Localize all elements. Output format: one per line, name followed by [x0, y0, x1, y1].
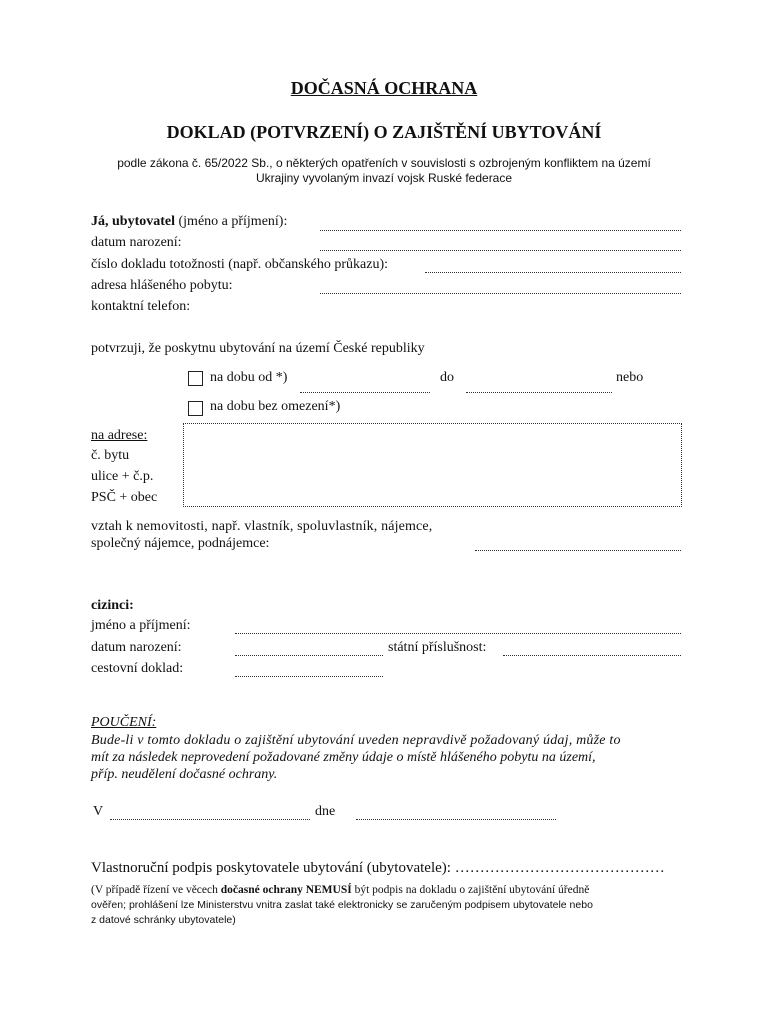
period-unlimited-label: na dobu bez omezení*)	[210, 399, 341, 414]
travel-doc-field[interactable]	[235, 676, 383, 677]
notice-line2: mít za následek neprovedení požadované změny údaje o místě hlášeného pobytu na území,	[91, 750, 596, 765]
footnote-line3: z datové schránky ubytovatele)	[91, 914, 236, 926]
document-subtitle-heading: DOKLAD (POTVRZENÍ) O ZAJIŠTĚNÍ UBYTOVÁNÍ	[166, 122, 602, 142]
foreigners-heading: cizinci:	[91, 598, 134, 613]
period-unlimited-checkbox[interactable]	[188, 401, 203, 416]
period-from-label: na dobu od *)	[210, 370, 288, 385]
notice-line3: příp. neudělení dočasné ochrany.	[91, 767, 278, 782]
place-label: V	[93, 804, 104, 819]
relation-line2: společný nájemce, podnájemce:	[91, 536, 270, 551]
signature-dots: ……………………………………	[454, 860, 665, 876]
period-to-label: do	[440, 370, 454, 385]
footnote-line2: ověřen; prohlášení lze Ministerstvu vnitra zaslat také elektronicky se zaručeným podpisem ubytovatele nebo	[91, 899, 593, 911]
notice-line1: Bude-li v tomto dokladu o zajištění ubytování uveden nepravdivě požadovaný údaj, může to	[91, 733, 621, 748]
foreigner-birth-field[interactable]	[235, 655, 383, 656]
place-field[interactable]	[110, 819, 310, 820]
provider-name-field[interactable]	[320, 230, 681, 231]
provider-address-field[interactable]	[320, 293, 681, 294]
footnote-part1: (V případě řízení ve věcech	[91, 884, 221, 896]
provider-id-field[interactable]	[425, 272, 681, 273]
provider-phone-label: kontaktní telefon:	[91, 299, 191, 314]
foreigner-name-field[interactable]	[235, 633, 681, 634]
postcode-city-label: PSČ + obec	[91, 490, 158, 505]
citizenship-field[interactable]	[503, 655, 681, 656]
signature-label	[91, 860, 665, 877]
provider-id-label: číslo dokladu totožnosti (např. občanského průkazu):	[91, 257, 389, 272]
relation-line1: vztah k nemovitosti, např. vlastník, spoluvlastník, nájemce,	[91, 519, 433, 534]
foreigner-birth-label: datum narození:	[91, 640, 182, 655]
confirm-text: potvrzuji, že poskytnu ubytování na území České republiky	[91, 341, 425, 356]
address-input-box[interactable]	[183, 423, 682, 507]
provider-name-label	[91, 214, 287, 230]
provider-birth-field[interactable]	[320, 250, 681, 251]
period-from-checkbox[interactable]	[188, 371, 203, 386]
legal-basis-line2: Ukrajiny vyvolaným invazí vojsk Ruské federace	[255, 171, 513, 185]
address-heading: na adrese:	[91, 428, 148, 443]
notice-heading: POUČENÍ:	[91, 715, 157, 730]
flat-number-label: č. bytu	[91, 448, 130, 463]
date-label: dne	[315, 804, 336, 819]
provider-birth-label: datum narození:	[91, 235, 182, 250]
period-to-field[interactable]	[466, 392, 612, 393]
footnote-part3: být podpis na dokladu o zajištění ubytování úředně	[351, 884, 590, 896]
relation-field[interactable]	[475, 550, 681, 551]
date-field[interactable]	[356, 819, 556, 820]
document-title: DOČASNÁ OCHRANA	[290, 78, 478, 98]
legal-basis-line1: podle zákona č. 65/2022 Sb., o některých opatřeních v souvislosti s ozbrojeným konfliktem na území	[117, 156, 651, 170]
citizenship-label: státní příslušnost:	[388, 640, 487, 655]
street-label: ulice + č.p.	[91, 469, 154, 484]
provider-label-rest: (jméno a příjmení):	[175, 214, 288, 229]
provider-address-label: adresa hlášeného pobytu:	[91, 278, 233, 293]
footnote-bold: dočasné ochrany NEMUSÍ	[220, 884, 352, 896]
signature-label-text: Vlastnoruční podpis poskytovatele ubytování (ubytovatele):	[91, 860, 451, 876]
foreigner-name-label: jméno a příjmení:	[91, 618, 191, 633]
period-or-label: nebo	[616, 370, 644, 385]
period-from-field[interactable]	[300, 392, 430, 393]
provider-label-bold: Já, ubytovatel	[91, 214, 175, 229]
footnote-line1	[91, 884, 589, 896]
travel-doc-label: cestovní doklad:	[91, 661, 184, 676]
